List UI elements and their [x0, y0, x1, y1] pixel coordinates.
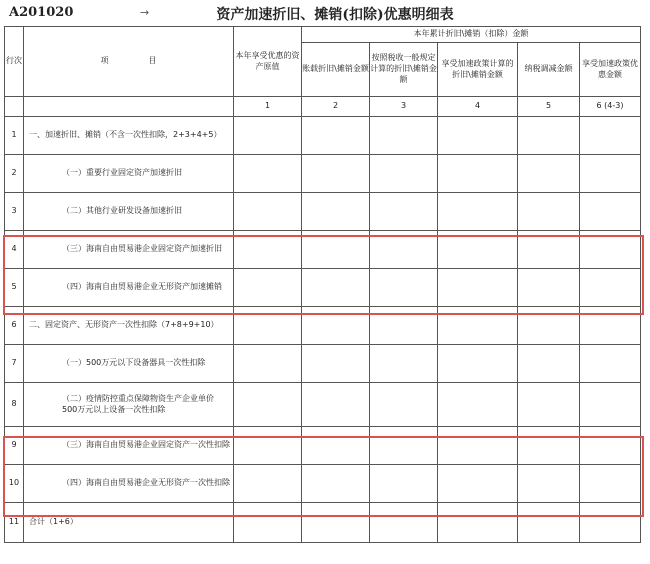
- row-label: （四）海南自由贸易港企业无形资产一次性扣除: [24, 465, 234, 503]
- input-cell[interactable]: [580, 193, 641, 231]
- row-label: 合计（1+6）: [24, 503, 234, 543]
- row-label: （三）海南自由贸易港企业固定资产一次性扣除: [24, 427, 234, 465]
- input-cell[interactable]: [580, 465, 641, 503]
- row-number: 3: [5, 193, 24, 231]
- input-cell[interactable]: [302, 503, 370, 543]
- input-cell[interactable]: [370, 117, 438, 155]
- input-cell[interactable]: [370, 345, 438, 383]
- header-benefit-amount: 享受加速政策优惠金额: [580, 43, 641, 97]
- table-row: [5, 465, 641, 503]
- input-cell[interactable]: [580, 117, 641, 155]
- header-general-rule-amount: 按照税收一般规定计算的折旧\摊销金额: [370, 43, 438, 97]
- input-cell[interactable]: [438, 155, 518, 193]
- row-number: 10: [5, 465, 24, 503]
- table-row: [5, 427, 641, 465]
- input-cell[interactable]: [370, 193, 438, 231]
- input-cell[interactable]: [302, 345, 370, 383]
- row-number: 4: [5, 231, 24, 269]
- row-number: 5: [5, 269, 24, 307]
- input-cell[interactable]: [438, 345, 518, 383]
- input-cell[interactable]: [234, 231, 302, 269]
- input-cell[interactable]: [518, 503, 580, 543]
- input-cell[interactable]: [370, 383, 438, 427]
- input-cell[interactable]: [234, 427, 302, 465]
- column-number: 3: [370, 97, 438, 117]
- input-cell[interactable]: [302, 231, 370, 269]
- header-row-number: 行次: [5, 27, 24, 97]
- input-cell[interactable]: [302, 117, 370, 155]
- input-cell[interactable]: [518, 155, 580, 193]
- input-cell[interactable]: [438, 307, 518, 345]
- table-row: [5, 155, 641, 193]
- input-cell[interactable]: [580, 155, 641, 193]
- input-cell[interactable]: [234, 503, 302, 543]
- row-label: （二）疫情防控重点保障物资生产企业单价500万元以上设备一次性扣除: [24, 383, 234, 427]
- input-cell[interactable]: [234, 465, 302, 503]
- column-number: 2: [302, 97, 370, 117]
- input-cell[interactable]: [302, 193, 370, 231]
- input-cell[interactable]: [370, 427, 438, 465]
- input-cell[interactable]: [438, 193, 518, 231]
- table-row: [5, 231, 641, 269]
- input-cell[interactable]: [438, 231, 518, 269]
- input-cell[interactable]: [302, 465, 370, 503]
- input-cell[interactable]: [580, 503, 641, 543]
- table-row: [5, 345, 641, 383]
- input-cell[interactable]: [370, 307, 438, 345]
- row-label: 二、固定资产、无形资产一次性扣除（7+8+9+10）: [24, 307, 234, 345]
- input-cell[interactable]: [518, 383, 580, 427]
- input-cell[interactable]: [234, 345, 302, 383]
- row-number: 2: [5, 155, 24, 193]
- input-cell[interactable]: [518, 345, 580, 383]
- input-cell[interactable]: [518, 465, 580, 503]
- input-cell[interactable]: [518, 307, 580, 345]
- input-cell[interactable]: [580, 383, 641, 427]
- header-book-amount: 账载折旧\摊销金额: [302, 43, 370, 97]
- header-cumulative-group: 本年累计折旧\摊销（扣除）金额: [302, 27, 641, 43]
- input-cell[interactable]: [234, 193, 302, 231]
- input-cell[interactable]: [518, 427, 580, 465]
- input-cell[interactable]: [234, 269, 302, 307]
- table-row: [5, 307, 641, 345]
- row-label: （三）海南自由贸易港企业固定资产加速折旧: [24, 231, 234, 269]
- input-cell[interactable]: [438, 503, 518, 543]
- input-cell[interactable]: [370, 269, 438, 307]
- table-row: [5, 383, 641, 427]
- detail-table: [4, 26, 641, 543]
- input-cell[interactable]: [302, 269, 370, 307]
- table-row: [5, 193, 641, 231]
- input-cell[interactable]: [234, 307, 302, 345]
- row-label: （二）其他行业研发设备加速折旧: [24, 193, 234, 231]
- input-cell[interactable]: [580, 269, 641, 307]
- header-item: 项 目: [24, 27, 234, 97]
- column-number: 5: [518, 97, 580, 117]
- input-cell[interactable]: [518, 231, 580, 269]
- input-cell[interactable]: [438, 269, 518, 307]
- header-accelerated-amount: 享受加速政策计算的折旧\摊销金额: [438, 43, 518, 97]
- row-number: 9: [5, 427, 24, 465]
- row-label: （四）海南自由贸易港企业无形资产加速摊销: [24, 269, 234, 307]
- table-row: [5, 503, 641, 543]
- table-row: [5, 269, 641, 307]
- row-label: 一、加速折旧、摊销（不含一次性扣除，2+3+4+5）: [24, 117, 234, 155]
- row-number: 7: [5, 345, 24, 383]
- input-cell[interactable]: [302, 427, 370, 465]
- input-cell[interactable]: [580, 231, 641, 269]
- arrow-icon: →: [140, 6, 150, 19]
- input-cell[interactable]: [302, 155, 370, 193]
- input-cell[interactable]: [518, 193, 580, 231]
- input-cell[interactable]: [370, 155, 438, 193]
- input-cell[interactable]: [438, 383, 518, 427]
- table-row: [5, 117, 641, 155]
- header-adjustment-amount: 纳税调减金额: [518, 43, 580, 97]
- row-label: （一）重要行业固定资产加速折旧: [24, 155, 234, 193]
- header-original-value: 本年享受优惠的资产原值: [234, 27, 302, 97]
- input-cell[interactable]: [580, 427, 641, 465]
- column-number: 1: [234, 97, 302, 117]
- input-cell[interactable]: [438, 427, 518, 465]
- input-cell[interactable]: [580, 307, 641, 345]
- column-number: 6 (4-3): [580, 97, 641, 117]
- page-title: 资产加速折旧、摊销(扣除)优惠明细表: [216, 7, 454, 23]
- input-cell[interactable]: [580, 345, 641, 383]
- form-code: A201020: [9, 5, 74, 20]
- row-number: 1: [5, 117, 24, 155]
- input-cell[interactable]: [302, 383, 370, 427]
- row-number: 11: [5, 503, 24, 543]
- input-cell[interactable]: [370, 465, 438, 503]
- input-cell[interactable]: [438, 117, 518, 155]
- column-number: 4: [438, 97, 518, 117]
- row-number: 8: [5, 383, 24, 427]
- input-cell[interactable]: [370, 503, 438, 543]
- input-cell[interactable]: [234, 383, 302, 427]
- input-cell[interactable]: [518, 269, 580, 307]
- input-cell[interactable]: [370, 231, 438, 269]
- row-number: 6: [5, 307, 24, 345]
- input-cell[interactable]: [438, 465, 518, 503]
- input-cell[interactable]: [234, 155, 302, 193]
- input-cell[interactable]: [302, 307, 370, 345]
- input-cell[interactable]: [234, 117, 302, 155]
- input-cell[interactable]: [518, 117, 580, 155]
- row-label: （一）500万元以下设备器具一次性扣除: [24, 345, 234, 383]
